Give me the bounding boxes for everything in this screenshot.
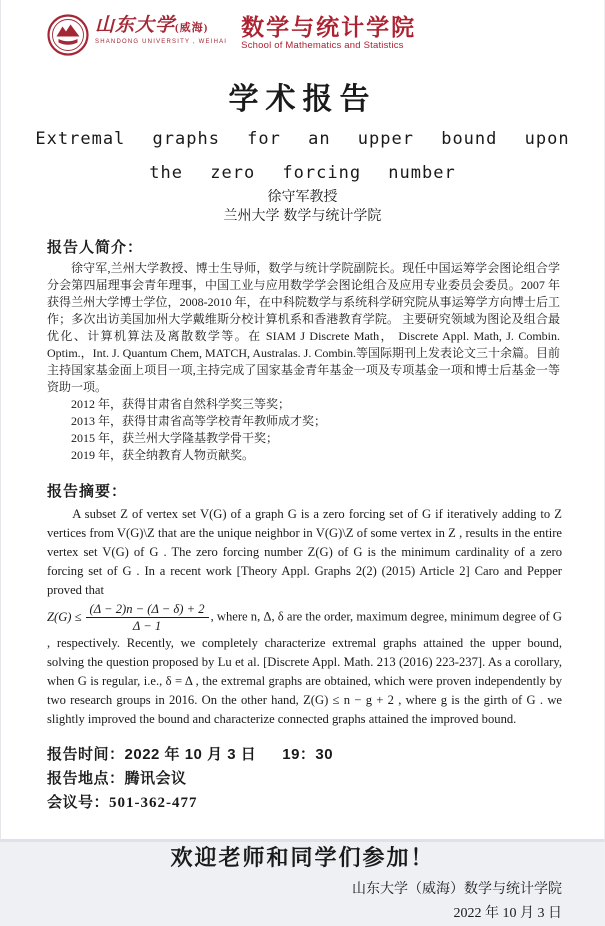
zero-forcing-bound-formula [47,601,209,634]
venue-value: 腾讯会议 [124,770,187,787]
talk-venue-line [47,767,558,791]
talk-time-line [47,743,558,767]
abstract-body [47,505,562,729]
page-title: 学术报告 [228,83,377,116]
welcome-message: 欢迎老师和同学们参加！ [170,845,435,870]
abstract-section-heading: 报告摘要： [47,483,128,500]
time-label: 报告时间： [47,746,125,763]
signature-block [1,878,562,926]
award-line-2013: 2013 年，获得甘肃省高等学校青年教师成才奖； [71,414,327,428]
time-date: 2022 年 10 月 3 日 [124,746,257,763]
school-name-en: School of Mathematics and Statistics [241,40,404,51]
speaker-affiliation: 兰州大学 数学与统计学院 [223,207,382,223]
header [1,0,604,62]
school-name-block [241,15,416,51]
meeting-id-line [47,791,558,815]
talk-title-line1: Extremal graphs for an upper bound upon [35,129,570,149]
speaker-name: 徐守军教授 [267,188,338,204]
school-name: 数学与统计学院 [241,14,417,40]
signature-organization: 山东大学（威海）数学与统计学院 [352,882,562,897]
formula-lhs: Z(G) ≤ [47,610,82,624]
award-line-2019: 2019 年，获全纳教育人物贡献奖。 [71,448,255,462]
bio-section-heading: 报告人简介： [47,239,144,256]
meeting-label: 会议号： [47,794,110,811]
university-emblem-icon [47,14,89,56]
university-name-en: SHANDONG UNIVERSITY , WEIHAI [95,39,228,45]
award-line-2012: 2012 年，获得甘肃省自然科学奖三等奖； [71,397,291,411]
formula-fraction [86,601,209,634]
signature-date: 2022 年 10 月 3 日 [453,906,562,921]
university-name-block [95,16,227,45]
formula-denominator: Δ − 1 [86,617,209,634]
formula-numerator: (Δ − 2)n − (Δ − δ) + 2 [89,602,205,616]
award-line-2015: 2015 年，获兰州大学隆基教学骨干奖； [71,431,279,445]
bio-paragraph: 徐守军,兰州大学教授、博士生导师，数学与统计学院副院长。现任中国运筹学会图论组合学分会第四届理事会青年理事，中国工业与应用数学学会图论组合及应用专业委员会委员。2007 年获得兰州大学博士学位，2008-2010 年，在中科院数学与系统科学研究院从事运筹学方向博士后工作；多次出访美国加州大学戴维斯分校计算机系和香港教育学院。 主要研究领域为图论及组合最优化、计算机算法及离散数学等。在 SIAM J Discrete Math， Discrete Appl. Math, J. Combin. Optim.，Int. J. Quantum Chem, MATCH, Australas. J. Combin.等国际期刊上发表论文三十余篇。目前主持国家基金面上项目一项,主持完成了国家基金青年基金一项及专项基金一项和博士后基金一等资助一项。 [47,261,561,394]
meeting-id-value: 501-362-477 [109,795,198,811]
talk-details [47,743,558,815]
venue-label: 报告地点： [47,770,125,787]
time-clock: 19：30 [282,746,334,763]
talk-title-line2: the zero forcing number [149,163,456,183]
university-name-suffix: (威海) [175,22,209,34]
university-name: 山东大学(威海) [95,15,209,36]
abstract-paragraph-1: A subset Z of vertex set V(G) of a graph G is a zero forcing set of G if iteratively adding to Z vertices from V(G)\Z that are the unique neighbor in V(G)\Z of some vertex in Z , results in the entire vertex set V(G) of G . The zero forcing number Z(G) of G is the minimum cardinality of a zero forcing set of G . In a recent work [Theory Appl. Graphs 2(2) (2015) Article 2] Caro and Pepper proved that [47,507,562,597]
abstract-paragraph-2-text: , where n, Δ, δ are the order, maximum degree, minimum degree of G , respectively. Recently, we completely characterize extremal graphs attained the upper bound, solving the question proposed by Lu et al. [Discrete Appl. Math. 213 (2016) 223-237]. As a corollary, when G is regular, i.e., δ = Δ , the extremal graphs are obtained, which were proven independently by two research groups in 2016. On the other hand, Z(G) ≤ n − g + 2 , where g is the girth of G . we slightly improved the bound and characterize connected graphs attained the improved bound. [47,609,562,726]
abstract-paragraph-2 [47,601,562,729]
